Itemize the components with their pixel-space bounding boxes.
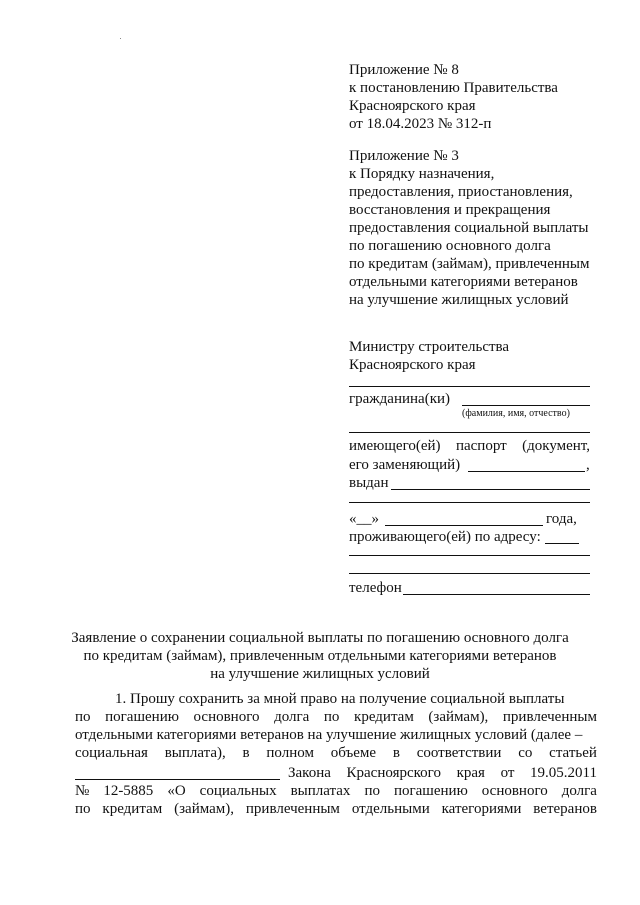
replacing-comma: , [586,457,590,473]
address-line[interactable] [349,573,590,574]
residing-label: проживающего(ей) по адресу: [349,529,541,545]
appendix-8-line: к постановлению Правительства [349,80,558,96]
word: по [75,709,91,725]
word: отдельными [351,801,430,817]
scan-speck [120,38,121,39]
appendix-3-line: Приложение № 3 [349,148,459,164]
word: Закона [288,765,331,781]
word: 12-5885 [103,783,154,799]
word: социальных [199,783,277,799]
word: (займам), [174,801,234,817]
citizen-name-hint: (фамилия, имя, отчество) [462,408,570,419]
fill-line[interactable] [349,386,590,387]
word: социальная [75,745,148,761]
word: объеме [330,745,377,761]
body-line-6 [75,782,597,800]
word: полном [266,745,314,761]
appendix-3-line: предоставления социальной выплаты [349,220,589,236]
word: по [323,709,340,725]
appendix-3-line: восстановления и прекращения [349,202,551,218]
appendix-8-line: от 18.04.2023 № 312-п [349,116,492,132]
phone-field[interactable] [403,594,590,595]
word: основного [481,783,548,799]
appendix-3-line: отдельными категориями ветеранов [349,274,578,290]
passport-word: паспорт [455,438,507,454]
word: привлеченным [502,709,597,725]
word: основного [193,709,260,725]
appendix-3-line: на улучшение жилищных условий [349,292,569,308]
passport-row [349,437,590,455]
appendix-8-line: Приложение № 8 [349,62,459,78]
word: по [364,783,380,799]
document-field[interactable] [468,471,585,472]
word: погашению [393,783,468,799]
word: ветеранов [533,801,597,817]
word: 19.05.2011 [530,765,597,781]
title-line: по кредитам (займам), привлеченным отдельными категориями ветеранов [83,648,557,664]
addressee-line: Министру строительства [349,339,510,355]
word: погашению [105,709,179,725]
passport-word: имеющего(ей) [349,438,441,454]
body-line-5 [288,764,597,782]
word: Красноярского [346,765,441,781]
replacing-label: его заменяющий) [349,457,461,473]
word: статьей [549,745,597,761]
body-line-2 [75,708,597,726]
application-title [60,629,580,683]
appendix-8-line: Красноярского края [349,98,476,114]
word: «О [167,783,186,799]
word: привлеченным [245,801,340,817]
body-line-7 [75,800,597,818]
passport-word: (документ, [522,438,590,454]
word: долга [274,709,310,725]
word: № [75,783,90,799]
word: края [456,765,485,781]
year-label: года, [546,511,577,527]
word: кредитам [102,801,163,817]
issued-by-field[interactable] [391,489,590,490]
article-number-field[interactable] [75,779,280,780]
word: в [392,745,400,761]
title-line: Заявление о сохранении социальной выплаты по погашению основного долга [71,630,569,646]
body-line-3: отдельными категориями ветеранов на улучшение жилищных условий (далее – [75,727,583,743]
addressee-line: Красноярского края [349,357,476,373]
address-line[interactable] [349,555,590,556]
word: соответствии [416,745,502,761]
citizen-label: гражданина(ки) [349,391,451,407]
issue-date-field[interactable] [385,525,543,526]
word: от [500,765,515,781]
word: кредитам [354,709,414,725]
appendix-3-line: по кредитам (займам), привлеченным [349,256,590,272]
body-line-1: 1. Прошу сохранить за мной право на получение социальной выплаты [115,691,565,707]
body-line-4 [75,744,597,762]
citizen-name-field[interactable] [462,405,590,406]
word: категориями [441,801,522,817]
fill-line[interactable] [349,502,590,503]
word: выплата), [164,745,226,761]
title-line: на улучшение жилищных условий [210,666,430,682]
fill-line[interactable] [349,432,590,433]
word: в [242,745,250,761]
date-quote: «__» [349,511,379,527]
issued-label: выдан [349,475,389,491]
addressee [349,338,594,374]
appendix-3-header [349,147,594,309]
word: долга [561,783,597,799]
word: по [75,801,91,817]
address-field[interactable] [545,543,579,544]
phone-label: телефон [349,580,402,596]
appendix-8-header [349,61,594,133]
word: (займам), [428,709,489,725]
appendix-3-line: по погашению основного долга [349,238,551,254]
appendix-3-line: к Порядку назначения, [349,166,495,182]
word: со [518,745,533,761]
word: выплатах [290,783,351,799]
appendix-3-line: предоставления, приостановления, [349,184,573,200]
